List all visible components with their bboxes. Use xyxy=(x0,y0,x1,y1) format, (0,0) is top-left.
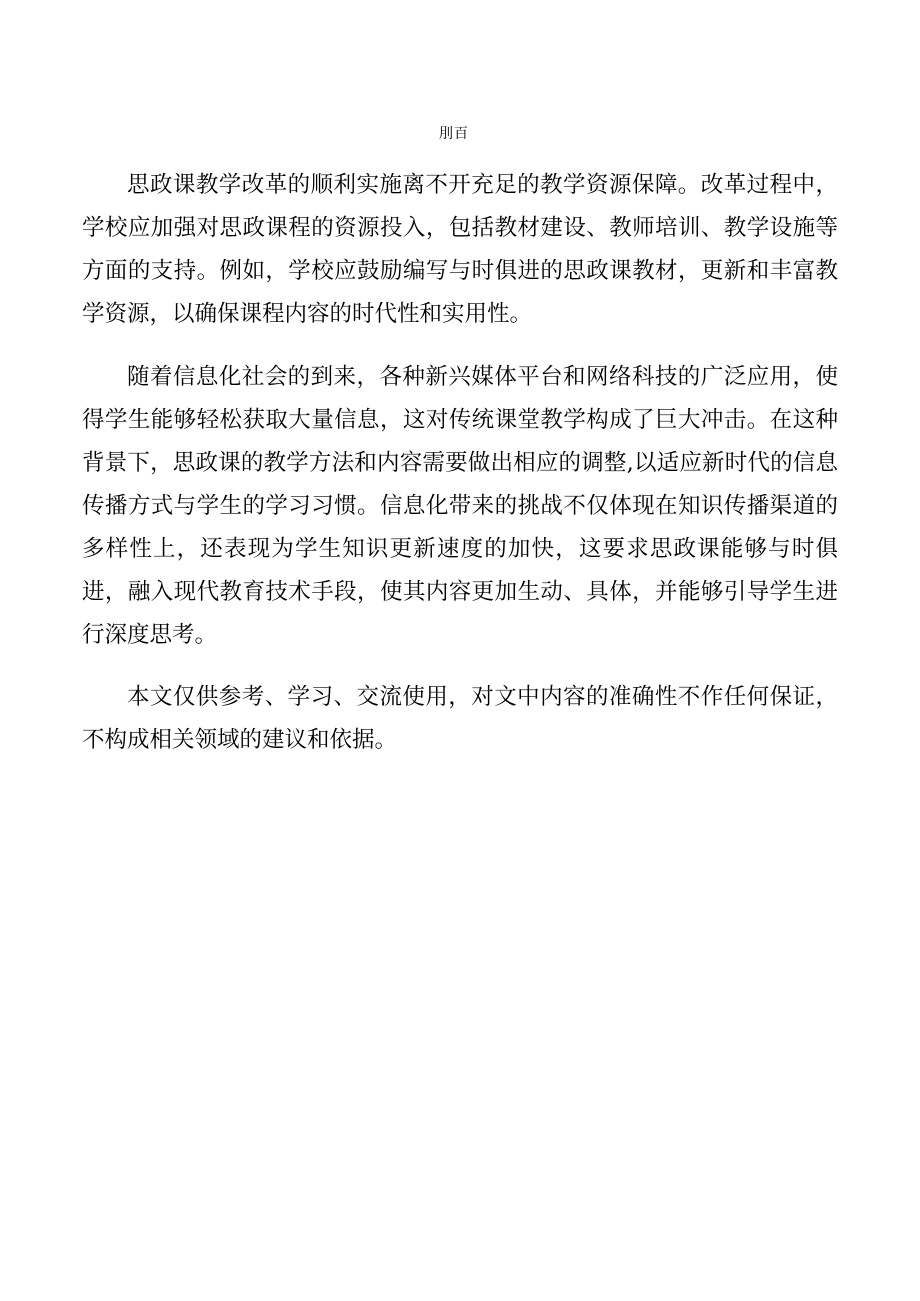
document-body xyxy=(82,164,838,782)
paragraph-resources: 思政课教学改革的顺利实施离不开充足的教学资源保障。改革过程中，学校应加强对思政课程的资源投入，包括教材建设、教师培训、教学设施等方面的支持。例如，学校应鼓励编写与时俱进的思政课教材，更新和丰富教学资源，以确保课程内容的时代性和实用性。 xyxy=(82,172,838,327)
paragraph-disclaimer: 本文仅供参考、学习、交流使用，对文中内容的准确性不作任何保证，不构成相关领域的建议和依据。 xyxy=(82,684,838,753)
paragraph-informatization: 随着信息化社会的到来，各种新兴媒体平台和网络科技的广泛应用，使得学生能够轻松获取大量信息，这对传统课堂教学构成了巨大冲击。在这种背景下，思政课的教学方法和内容需要做出相应的调整,以适应新时代的信息传播方式与学生的学习习惯。信息化带来的挑战不仅体现在知识传播渠道的多样性上，还表现为学生知识更新速度的加快，这要求思政课能够与时俱进，融入现代教育技术手段，使其内容更加生动、具体，并能够引导学生进行深度思考。 xyxy=(82,364,838,648)
document-heading: 刖百 xyxy=(439,126,469,142)
